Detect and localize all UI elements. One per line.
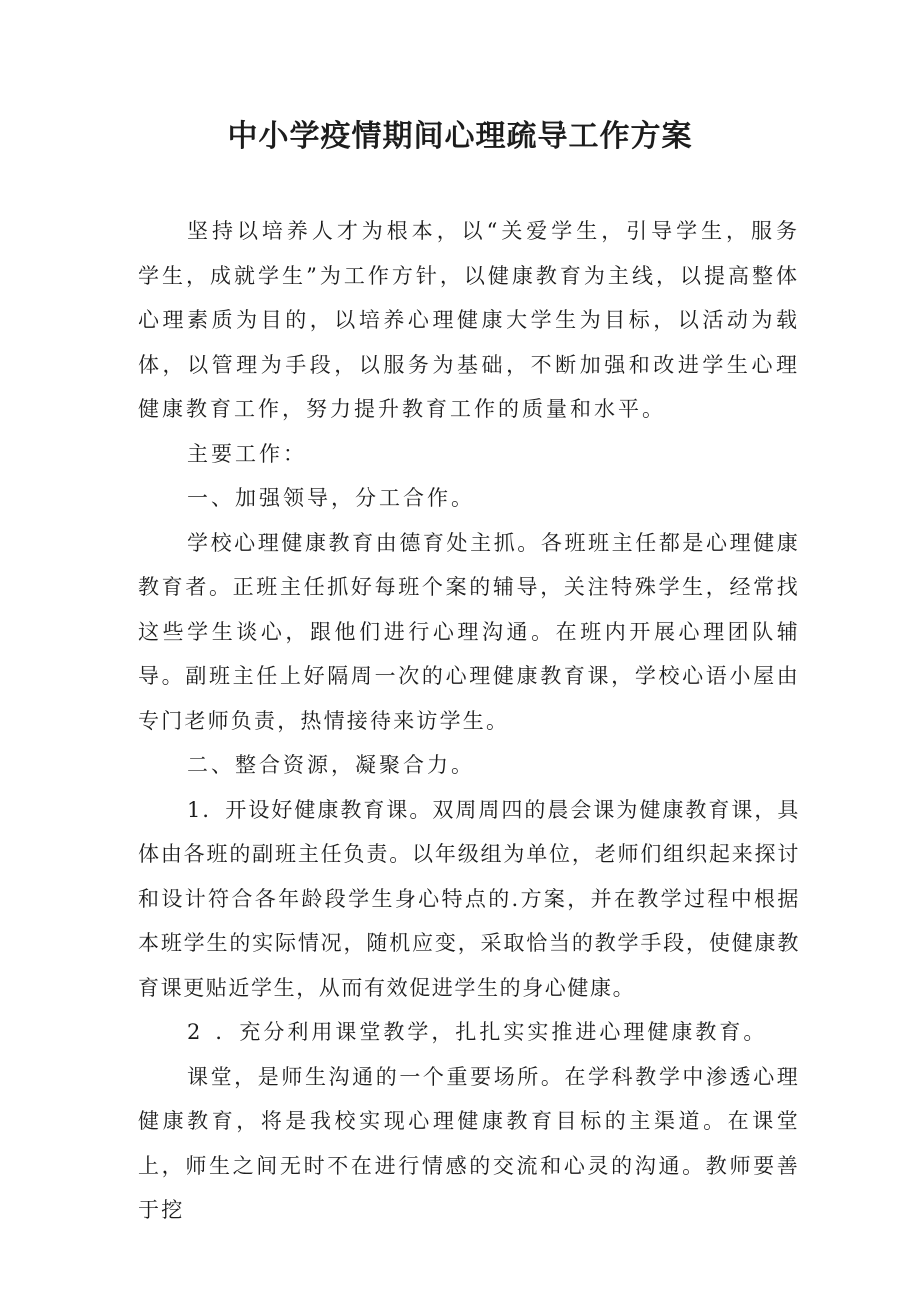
main-work-heading: 主要工作： bbox=[187, 441, 307, 466]
section-heading-1: 一、加强领导，分工合作。 bbox=[187, 486, 475, 510]
section-heading-2: 二、整合资源，凝聚合力。 bbox=[187, 753, 475, 777]
item-1-paragraph: 1．开设好健康教育课。双周周四的晨会课为健康教育课，具体由各班的副班主任负责。以年级组为单位，老师们组织起来探讨和设计符合各年龄段学生身心特点的.方案，并在教学过程中根据本班学生的实际情况，随机应变，采取恰当的教学手段，使健康教育课更贴近学生，从而有效促进学生的身心健康。 bbox=[138, 797, 800, 1000]
document-title: 中小学疫情期间心理疏导工作方案 bbox=[227, 119, 693, 154]
item-2-heading: 2 ．充分利用课堂教学，扎扎实实推进心理健康教育。 bbox=[187, 1020, 768, 1044]
intro-paragraph: 坚持以培养人才为根本，以“关爱学生，引导学生，服务学生，成就学生”为工作方针，以健康教育为主线，以提高整体心理素质为目的，以培养心理健康大学生为目标，以活动为载体，以管理为手段，以服务为基础，不断加强和改进学生心理健康教育工作，努力提升教育工作的质量和水平。 bbox=[138, 219, 800, 421]
classroom-paragraph: 课堂，是师生沟通的一个重要场所。在学科教学中渗透心理健康教育，将是我校实现心理健康教育目标的主渠道。在课堂上，师生之间无时不在进行情感的交流和心灵的沟通。教师要善于挖 bbox=[138, 1064, 800, 1222]
document-body bbox=[138, 209, 800, 1233]
section-1-paragraph: 学校心理健康教育由德育处主抓。各班班主任都是心理健康教育者。正班主任抓好每班个案的辅导，关注特殊学生，经常找这些学生谈心，跟他们进行心理沟通。在班内开展心理团队辅导。副班主任上好隔周一次的心理健康教育课，学校心语小屋由专门老师负责，热情接待来访学生。 bbox=[138, 530, 800, 733]
